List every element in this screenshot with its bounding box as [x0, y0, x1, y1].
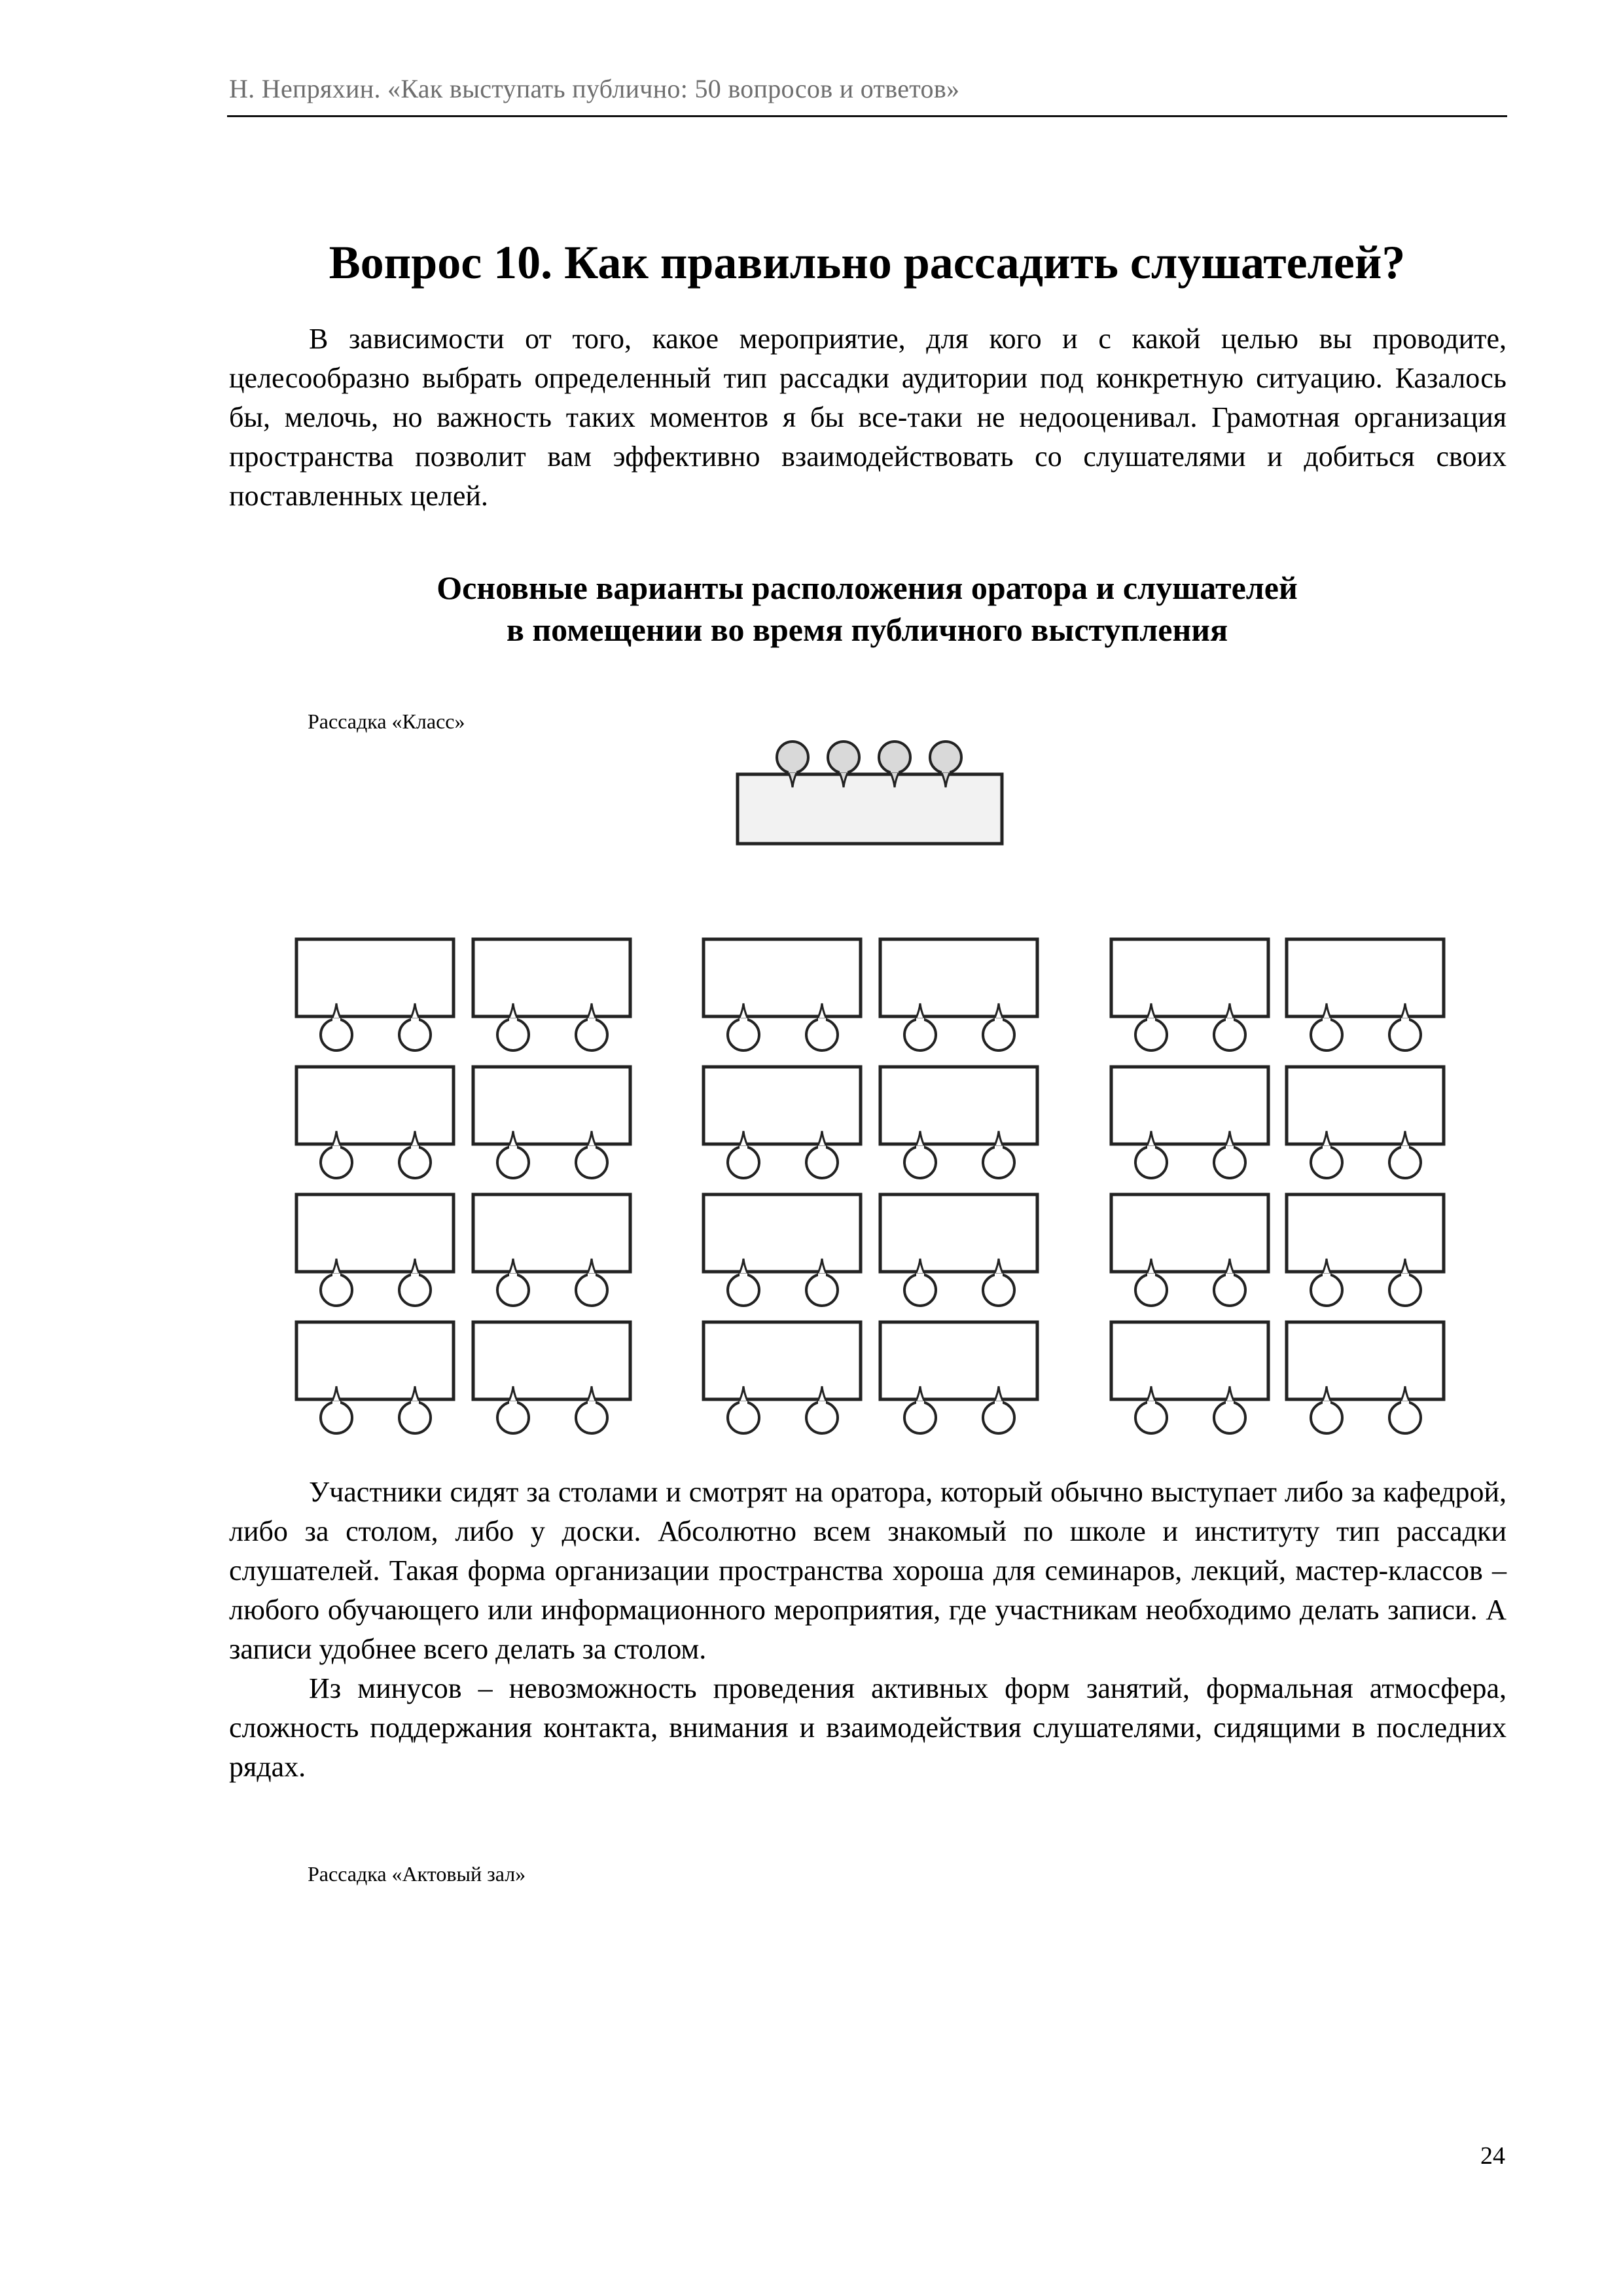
- audience-desk: [704, 1194, 861, 1272]
- person-head: [904, 1274, 936, 1306]
- audience-facing-pointer: [1147, 1003, 1155, 1018]
- audience-person: [1311, 1005, 1342, 1050]
- running-header: Н. Непряхин. «Как выступать публично: 50 вопросов и ответов»: [229, 74, 960, 103]
- audience-desk: [1287, 1194, 1444, 1272]
- audience-facing-pointer: [332, 1386, 340, 1401]
- audience-facing-pointer: [1401, 1386, 1409, 1401]
- person-head: [806, 1147, 838, 1178]
- audience-facing-pointer: [1401, 1003, 1409, 1018]
- person-head: [828, 742, 859, 773]
- audience-facing-pointer: [1226, 1131, 1234, 1145]
- audience-person: [904, 1005, 936, 1050]
- person-head: [321, 1019, 352, 1050]
- audience-facing-pointer: [1226, 1386, 1234, 1401]
- person-facing-pointer: [1146, 1132, 1156, 1149]
- audience-person: [983, 1005, 1014, 1050]
- audience-person: [728, 1260, 759, 1306]
- speaker-facing-pointer: [789, 773, 796, 787]
- person-head: [1311, 1402, 1342, 1433]
- audience-desk: [704, 1067, 861, 1144]
- audience-desk: [1111, 1322, 1268, 1399]
- person-facing-pointer: [915, 1132, 925, 1149]
- speaker-facing-pointer: [840, 773, 847, 787]
- speaker-person: [879, 742, 910, 787]
- person-head: [904, 1019, 936, 1050]
- audience-facing-pointer: [411, 1386, 419, 1401]
- person-facing-pointer: [1146, 1260, 1156, 1277]
- audience-facing-pointer: [916, 1259, 924, 1273]
- speaker-person: [828, 742, 859, 787]
- audience-desk: [473, 1194, 630, 1272]
- person-head: [1135, 1402, 1167, 1433]
- person-facing-pointer: [508, 1388, 518, 1405]
- audience-person: [1135, 1388, 1167, 1433]
- person-head: [576, 1147, 607, 1178]
- speaker-person: [930, 742, 961, 787]
- person-head: [728, 1019, 759, 1050]
- person-facing-pointer: [738, 1388, 749, 1405]
- audience-person: [983, 1388, 1014, 1433]
- caption-hall-layout: Рассадка «Актовый зал»: [308, 1862, 526, 1886]
- audience-desk: [880, 1067, 1037, 1144]
- diagram-heading: [227, 567, 1507, 651]
- audience-person: [497, 1388, 529, 1433]
- audience-desk: [880, 1194, 1037, 1272]
- audience-facing-pointer: [740, 1131, 747, 1145]
- audience-desk: [1111, 1194, 1268, 1272]
- audience-desk: [296, 1322, 454, 1399]
- person-head: [904, 1147, 936, 1178]
- audience-facing-pointer: [1226, 1003, 1234, 1018]
- person-facing-pointer: [1400, 1388, 1410, 1405]
- person-facing-pointer: [738, 1005, 749, 1022]
- person-head: [399, 1019, 431, 1050]
- audience-person: [1214, 1132, 1245, 1178]
- audience-facing-pointer: [509, 1003, 517, 1018]
- audience-person: [1311, 1388, 1342, 1433]
- person-facing-pointer: [331, 1005, 342, 1022]
- person-head: [576, 1274, 607, 1306]
- audience-person: [1389, 1005, 1421, 1050]
- person-facing-pointer: [915, 1005, 925, 1022]
- audience-facing-pointer: [916, 1386, 924, 1401]
- audience-facing-pointer: [509, 1386, 517, 1401]
- person-head: [576, 1402, 607, 1433]
- audience-person: [399, 1388, 431, 1433]
- audience-person: [1135, 1132, 1167, 1178]
- audience-person: [399, 1132, 431, 1178]
- audience-person: [904, 1260, 936, 1306]
- audience-person: [728, 1388, 759, 1433]
- audience-facing-pointer: [995, 1003, 1003, 1018]
- person-facing-pointer: [586, 1005, 597, 1022]
- person-facing-pointer: [1400, 1005, 1410, 1022]
- person-facing-pointer: [1321, 1132, 1332, 1149]
- person-head: [1311, 1147, 1342, 1178]
- speaker-table: [738, 774, 1002, 844]
- audience-desk: [704, 939, 861, 1016]
- audience-person: [576, 1260, 607, 1306]
- person-facing-pointer: [738, 1260, 749, 1277]
- person-facing-pointer: [993, 1005, 1004, 1022]
- person-facing-pointer: [993, 1388, 1004, 1405]
- audience-facing-pointer: [1401, 1131, 1409, 1145]
- audience-facing-pointer: [411, 1131, 419, 1145]
- person-facing-pointer: [940, 770, 951, 787]
- audience-person: [904, 1388, 936, 1433]
- audience-facing-pointer: [588, 1386, 596, 1401]
- intro-paragraph: В зависимости от того, какое мероприятие, для кого и с какой целью вы проводите, целесообразно выбрать определенный тип рассадки аудитории под конкретную ситуацию. Казалось бы, мелочь, но важность таких моментов я бы все-таки не недооценивал. Грамотная организация пространства позволит вам эффективно взаимодействовать со слушателями и добиться своих поставленных целей.: [229, 323, 1507, 512]
- description-paragraph-2: Из минусов – невозможность проведения активных форм занятий, формальная атмосфера, сложность поддержания контакта, внимания и взаимодействия слушателями, сидящими в последних рядах.: [229, 1672, 1507, 1783]
- person-head: [321, 1402, 352, 1433]
- person-head: [1311, 1274, 1342, 1306]
- person-head: [1135, 1147, 1167, 1178]
- person-head: [1214, 1147, 1245, 1178]
- speaker-facing-pointer: [891, 773, 899, 787]
- audience-facing-pointer: [1323, 1259, 1330, 1273]
- audience-person: [576, 1388, 607, 1433]
- audience-facing-pointer: [1323, 1386, 1330, 1401]
- person-head: [1389, 1274, 1421, 1306]
- person-facing-pointer: [889, 770, 900, 787]
- audience-person: [321, 1005, 352, 1050]
- audience-person: [806, 1132, 838, 1178]
- person-facing-pointer: [331, 1260, 342, 1277]
- person-head: [321, 1274, 352, 1306]
- person-head: [1214, 1274, 1245, 1306]
- audience-person: [728, 1132, 759, 1178]
- audience-desk: [296, 939, 454, 1016]
- audience-facing-pointer: [332, 1131, 340, 1145]
- audience-facing-pointer: [995, 1386, 1003, 1401]
- person-facing-pointer: [331, 1388, 342, 1405]
- audience-facing-pointer: [588, 1003, 596, 1018]
- person-facing-pointer: [586, 1132, 597, 1149]
- person-facing-pointer: [817, 1132, 827, 1149]
- audience-facing-pointer: [1401, 1259, 1409, 1273]
- person-head: [1214, 1019, 1245, 1050]
- person-head: [806, 1402, 838, 1433]
- person-head: [806, 1274, 838, 1306]
- audience-desk: [880, 1322, 1037, 1399]
- person-facing-pointer: [508, 1260, 518, 1277]
- person-facing-pointer: [410, 1132, 420, 1149]
- audience-facing-pointer: [818, 1386, 826, 1401]
- person-facing-pointer: [586, 1260, 597, 1277]
- speaker-person: [777, 742, 808, 787]
- audience-person: [806, 1005, 838, 1050]
- description-text: [229, 1473, 1507, 1787]
- audience-facing-pointer: [1226, 1259, 1234, 1273]
- audience-person: [806, 1260, 838, 1306]
- person-head: [728, 1402, 759, 1433]
- audience-person: [1389, 1260, 1421, 1306]
- audience-person: [576, 1005, 607, 1050]
- diagram-heading-line-2: в помещении во время публичного выступления: [506, 611, 1228, 648]
- person-head: [983, 1402, 1014, 1433]
- person-facing-pointer: [1146, 1005, 1156, 1022]
- audience-facing-pointer: [740, 1259, 747, 1273]
- audience-facing-pointer: [509, 1259, 517, 1273]
- audience-person: [576, 1132, 607, 1178]
- audience-facing-pointer: [1147, 1386, 1155, 1401]
- person-head: [497, 1147, 529, 1178]
- person-facing-pointer: [787, 770, 798, 787]
- person-head: [1311, 1019, 1342, 1050]
- person-head: [904, 1402, 936, 1433]
- person-facing-pointer: [586, 1388, 597, 1405]
- person-head: [399, 1147, 431, 1178]
- person-head: [497, 1402, 529, 1433]
- audience-desk: [1111, 1067, 1268, 1144]
- person-head: [1135, 1019, 1167, 1050]
- audience-person: [1214, 1005, 1245, 1050]
- audience-person: [321, 1260, 352, 1306]
- intro-text: [229, 319, 1507, 516]
- person-facing-pointer: [1224, 1388, 1235, 1405]
- person-facing-pointer: [1321, 1260, 1332, 1277]
- person-head: [983, 1019, 1014, 1050]
- audience-facing-pointer: [588, 1131, 596, 1145]
- audience-desk: [1287, 1322, 1444, 1399]
- audience-desk: [880, 939, 1037, 1016]
- audience-facing-pointer: [332, 1259, 340, 1273]
- audience-facing-pointer: [1147, 1131, 1155, 1145]
- audience-facing-pointer: [509, 1131, 517, 1145]
- audience-desk: [473, 1322, 630, 1399]
- audience-facing-pointer: [818, 1003, 826, 1018]
- audience-person: [728, 1005, 759, 1050]
- audience-person: [1135, 1005, 1167, 1050]
- audience-facing-pointer: [916, 1003, 924, 1018]
- speaker-facing-pointer: [942, 773, 950, 787]
- person-facing-pointer: [838, 770, 849, 787]
- audience-person: [1135, 1260, 1167, 1306]
- audience-person: [497, 1132, 529, 1178]
- person-head: [1214, 1402, 1245, 1433]
- audience-person: [1389, 1388, 1421, 1433]
- audience-person: [321, 1132, 352, 1178]
- person-facing-pointer: [1321, 1005, 1332, 1022]
- person-head: [728, 1147, 759, 1178]
- audience-person: [1214, 1388, 1245, 1433]
- person-facing-pointer: [1321, 1388, 1332, 1405]
- person-facing-pointer: [1224, 1260, 1235, 1277]
- person-facing-pointer: [1224, 1005, 1235, 1022]
- person-head: [399, 1402, 431, 1433]
- person-facing-pointer: [993, 1260, 1004, 1277]
- audience-person: [904, 1132, 936, 1178]
- audience-person: [321, 1388, 352, 1433]
- person-facing-pointer: [410, 1388, 420, 1405]
- person-head: [1389, 1402, 1421, 1433]
- person-facing-pointer: [508, 1005, 518, 1022]
- person-facing-pointer: [915, 1260, 925, 1277]
- person-facing-pointer: [1400, 1132, 1410, 1149]
- person-head: [1389, 1019, 1421, 1050]
- person-head: [497, 1019, 529, 1050]
- person-head: [930, 742, 961, 773]
- person-facing-pointer: [410, 1005, 420, 1022]
- person-facing-pointer: [410, 1260, 420, 1277]
- audience-facing-pointer: [916, 1131, 924, 1145]
- audience-person: [806, 1388, 838, 1433]
- person-facing-pointer: [817, 1005, 827, 1022]
- person-head: [1135, 1274, 1167, 1306]
- audience-desk: [1287, 1067, 1444, 1144]
- audience-person: [399, 1005, 431, 1050]
- audience-facing-pointer: [411, 1003, 419, 1018]
- header-rule: [227, 115, 1507, 117]
- audience-person: [983, 1132, 1014, 1178]
- person-head: [983, 1147, 1014, 1178]
- audience-facing-pointer: [740, 1386, 747, 1401]
- audience-desk: [296, 1194, 454, 1272]
- person-head: [321, 1147, 352, 1178]
- person-facing-pointer: [1400, 1260, 1410, 1277]
- person-head: [576, 1019, 607, 1050]
- description-paragraph-1: Участники сидят за столами и смотрят на оратора, который обычно выступает либо за кафедрой, либо за столом, либо у доски. Абсолютно всем знакомый по школе и институту тип рассадки слушателей. Такая форма организации пространства хороша для семинаров, лекций, мастер-классов – любого обучающего или информационного мероприятия, где участникам необходимо делать записи. А записи удобнее всего делать за столом.: [229, 1476, 1507, 1665]
- audience-desk: [704, 1322, 861, 1399]
- person-head: [728, 1274, 759, 1306]
- person-facing-pointer: [1224, 1132, 1235, 1149]
- audience-facing-pointer: [1323, 1131, 1330, 1145]
- audience-facing-pointer: [818, 1259, 826, 1273]
- audience-facing-pointer: [411, 1259, 419, 1273]
- audience-facing-pointer: [995, 1259, 1003, 1273]
- audience-person: [983, 1260, 1014, 1306]
- audience-desk: [296, 1067, 454, 1144]
- person-facing-pointer: [1146, 1388, 1156, 1405]
- person-head: [1389, 1147, 1421, 1178]
- audience-person: [1311, 1132, 1342, 1178]
- audience-desk: [473, 1067, 630, 1144]
- person-facing-pointer: [817, 1260, 827, 1277]
- audience-person: [497, 1005, 529, 1050]
- audience-facing-pointer: [1147, 1259, 1155, 1273]
- person-facing-pointer: [993, 1132, 1004, 1149]
- audience-person: [1389, 1132, 1421, 1178]
- person-head: [983, 1274, 1014, 1306]
- audience-desk: [473, 939, 630, 1016]
- diagram-heading-line-1: Основные варианты расположения оратора и слушателей: [437, 569, 1298, 606]
- person-head: [879, 742, 910, 773]
- audience-facing-pointer: [995, 1131, 1003, 1145]
- audience-person: [399, 1260, 431, 1306]
- audience-facing-pointer: [588, 1259, 596, 1273]
- person-head: [399, 1274, 431, 1306]
- audience-facing-pointer: [332, 1003, 340, 1018]
- audience-facing-pointer: [1323, 1003, 1330, 1018]
- page-title: Вопрос 10. Как правильно рассадить слушателей?: [329, 236, 1406, 289]
- person-head: [806, 1019, 838, 1050]
- person-facing-pointer: [915, 1388, 925, 1405]
- page-number: 24: [1480, 2142, 1505, 2170]
- audience-person: [1214, 1260, 1245, 1306]
- person-head: [777, 742, 808, 773]
- audience-person: [497, 1260, 529, 1306]
- person-head: [497, 1274, 529, 1306]
- audience-person: [1311, 1260, 1342, 1306]
- caption-class-layout: Рассадка «Класс»: [308, 709, 465, 733]
- person-facing-pointer: [738, 1132, 749, 1149]
- person-facing-pointer: [817, 1388, 827, 1405]
- audience-facing-pointer: [740, 1003, 747, 1018]
- person-facing-pointer: [331, 1132, 342, 1149]
- person-facing-pointer: [508, 1132, 518, 1149]
- audience-facing-pointer: [818, 1131, 826, 1145]
- audience-desk: [1287, 939, 1444, 1016]
- audience-desk: [1111, 939, 1268, 1016]
